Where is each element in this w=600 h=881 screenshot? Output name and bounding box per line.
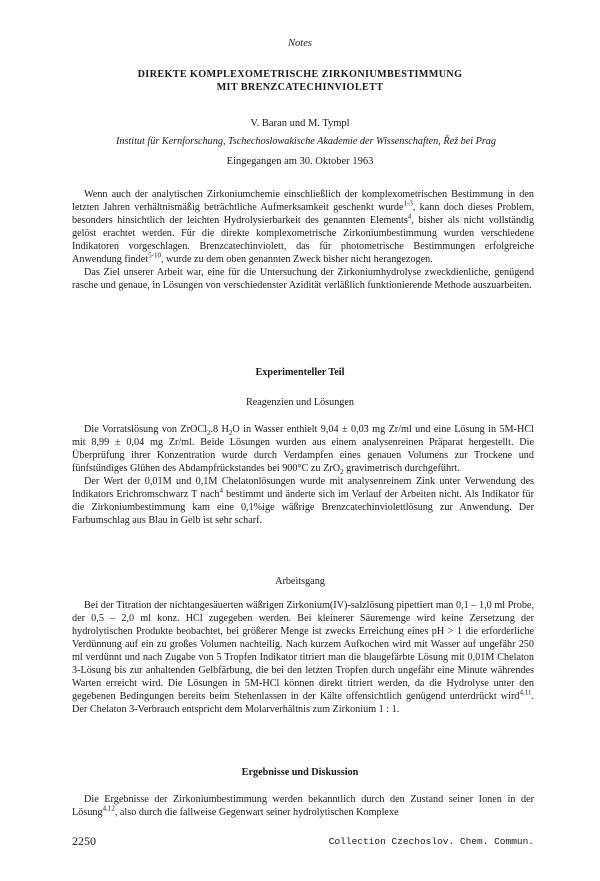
reagents-text-b: .8 H bbox=[210, 424, 229, 435]
section-heading-experimental: Experimenteller Teil bbox=[255, 367, 345, 378]
reagents-paragraph-1 bbox=[72, 423, 534, 475]
intro-paragraph-1 bbox=[72, 188, 534, 266]
reagents-text-a: Die Vorratslösung von ZrOCl bbox=[84, 424, 207, 435]
intro-ref-3: 5-10 bbox=[148, 251, 161, 260]
results-text-b: , also durch die fallweise Gegenwart seiner hydrolytischen Komplexe bbox=[114, 807, 399, 818]
reagents-text-d: gravimetrisch durchgeführt. bbox=[343, 463, 460, 474]
paper-title bbox=[60, 68, 540, 94]
intro-text-b: , kann doch dieses Problem, besonders hinsichtlich der leichten Hydrolysierbarkeit des genannten Elements bbox=[72, 202, 534, 226]
subsection-heading-reagents: Reagenzien und Lösungen bbox=[245, 397, 355, 408]
affiliation: Institut für Kernforschung, Tschechoslowakische Akademie der Wissenschaften, Řež bei Prag bbox=[115, 136, 496, 147]
subscript: 2 bbox=[340, 468, 344, 477]
intro-ref-2: 4 bbox=[407, 212, 412, 221]
results-text-a: Die Ergebnisse der Zirkoniumbestimmung werden bekanntlich durch den Zustand seiner Ionen in der Lösung bbox=[72, 794, 534, 818]
procedure-ref: 4,11 bbox=[519, 688, 532, 697]
subscript: 2 bbox=[228, 429, 233, 438]
intro-text-d: , wurde zu dem oben genannten Zweck bisher nicht herangezogen. bbox=[160, 254, 433, 265]
results-paragraph-1 bbox=[72, 793, 534, 819]
intro-text-a: Wenn auch der analytischen Zirkoniumchemie einschließlich der komplexometrischen Bestimmung in den letzten Jahren verhältnismäßig beträchtliche Aufmerksamkeit geschenkt wurde bbox=[72, 189, 534, 213]
received-date: Eingegangen am 30. Oktober 1963 bbox=[226, 156, 374, 167]
intro-paragraph-2: Das Ziel unserer Arbeit war, eine für die Untersuchung der Zirkoniumhydrolyse zweckdienliche, genügend rasche und genaue, in Lösungen von verschiedenster Azidität verläßlich funktionierende Methode auszuarbeiten. bbox=[72, 267, 534, 291]
subscript: 2 bbox=[206, 429, 211, 438]
reagents-ref: 4 bbox=[219, 486, 223, 495]
reagents-text-e: Der Wert der 0,01M und 0,1M Chelatonlösungen wurde mit analysenreinem Zink unter Verwendung des Indikators Erichromschwarz T nach bbox=[72, 476, 534, 500]
reagents-section bbox=[72, 423, 534, 527]
intro-ref-1: 1-3 bbox=[403, 199, 413, 208]
intro-text-c: , bisher als nicht vollständig gelöst erachtet werden. Für die direkte komplexometrische Zirkoniumbestimmung wurden verschiedene Indikatoren vorgeschlagen. Brenzcatechinviolett, das für photometrische Bestimmungen erfolgreiche Anwendung findet bbox=[72, 215, 534, 265]
authors: V. Baran und M. Tympl bbox=[250, 118, 350, 129]
journal-name: Collection Czechoslov. Chem. Commun. bbox=[328, 836, 534, 847]
reagents-text-f: bestimmt und änderte sich im Verlauf der Arbeiten nicht. Als Indikator für die Zirkoniumbestimmung kam eine 0,1%ige wäßrige Brenzcatechinviolettlösung zur Anwendung. Der Farbumschlag aus Blau in Gelb ist sehr scharf. bbox=[72, 489, 534, 526]
results-section bbox=[72, 793, 534, 819]
procedure-section bbox=[72, 599, 534, 716]
section-heading-results: Ergebnisse und Diskussion bbox=[241, 767, 359, 778]
procedure-text-b: . Der Chelaton 3-Verbrauch entspricht dem Molarverhältnis zum Zirkonium 1 : 1. bbox=[72, 691, 534, 715]
page-number: 2250 bbox=[72, 834, 96, 848]
reagents-paragraph-2 bbox=[72, 475, 534, 527]
title-line-1: DIREKTE KOMPLEXOMETRISCHE ZIRKONIUMBESTIMMUNG bbox=[137, 69, 463, 80]
procedure-paragraph-1 bbox=[72, 599, 534, 716]
procedure-text-a: Bei der Titration der nichtangesäuerten wäßrigen Zirkonium(IV)-salzlösung pipettiert man 0,1 – 1,0 ml Probe, der 0,5 – 2,0 ml konz. HCl zugegeben werden. Bei kleinerer Säuremenge wird keine Zersetzung der hydrolytischen Produkte beobachtet, bei größerer Menge ist zwecks Erreichung eines pH > 1 die erforderliche Verdünnung auf ein zu großes Volumen nachteilig. Nach kurzem Aufkochen wird mit Wasser auf ungefähr 250 ml verdünnt und nach Zugabe von 5 Tropfen Indikator titriert man die blaugefärbte Lösung mit 0,01M Chelaton 3-Lösung bis zur anhaltenden Gelbfärbung, die bei den letzten Tropfen durch ungefähr eine Minute währendes Warten erreicht wird. Die Lösungen in 5M-HCl können direkt titriert werden, da die Hydrolyse unter den gegebenen Bedingungen bereits beim Stehenlassen in der Kälte offensichtlich genügend unterdrückt wird bbox=[72, 600, 534, 702]
results-ref: 4,12 bbox=[102, 804, 115, 813]
running-head: Notes bbox=[288, 38, 312, 49]
introduction bbox=[72, 188, 534, 292]
title-line-2: MIT BRENZCATECHINVIOLETT bbox=[216, 82, 384, 93]
reagents-text-c: O in Wasser enthielt 9,04 ± 0,03 mg Zr/ml und eine Lösung in 5M-HCl mit 8,99 ± 0,04 mg Zr/ml. Beide Lösungen wurden aus einem analysenreinen Präparat hergestellt. Die Überprüfung ihrer Konzentration wurde durch Verdampfen eines genauen Volumens zur Trockene und fünfstündiges Glühen des Abdampfrückstandes bei 900°C zu ZrO bbox=[72, 424, 534, 474]
subsection-heading-procedure: Arbeitsgang bbox=[275, 576, 325, 587]
